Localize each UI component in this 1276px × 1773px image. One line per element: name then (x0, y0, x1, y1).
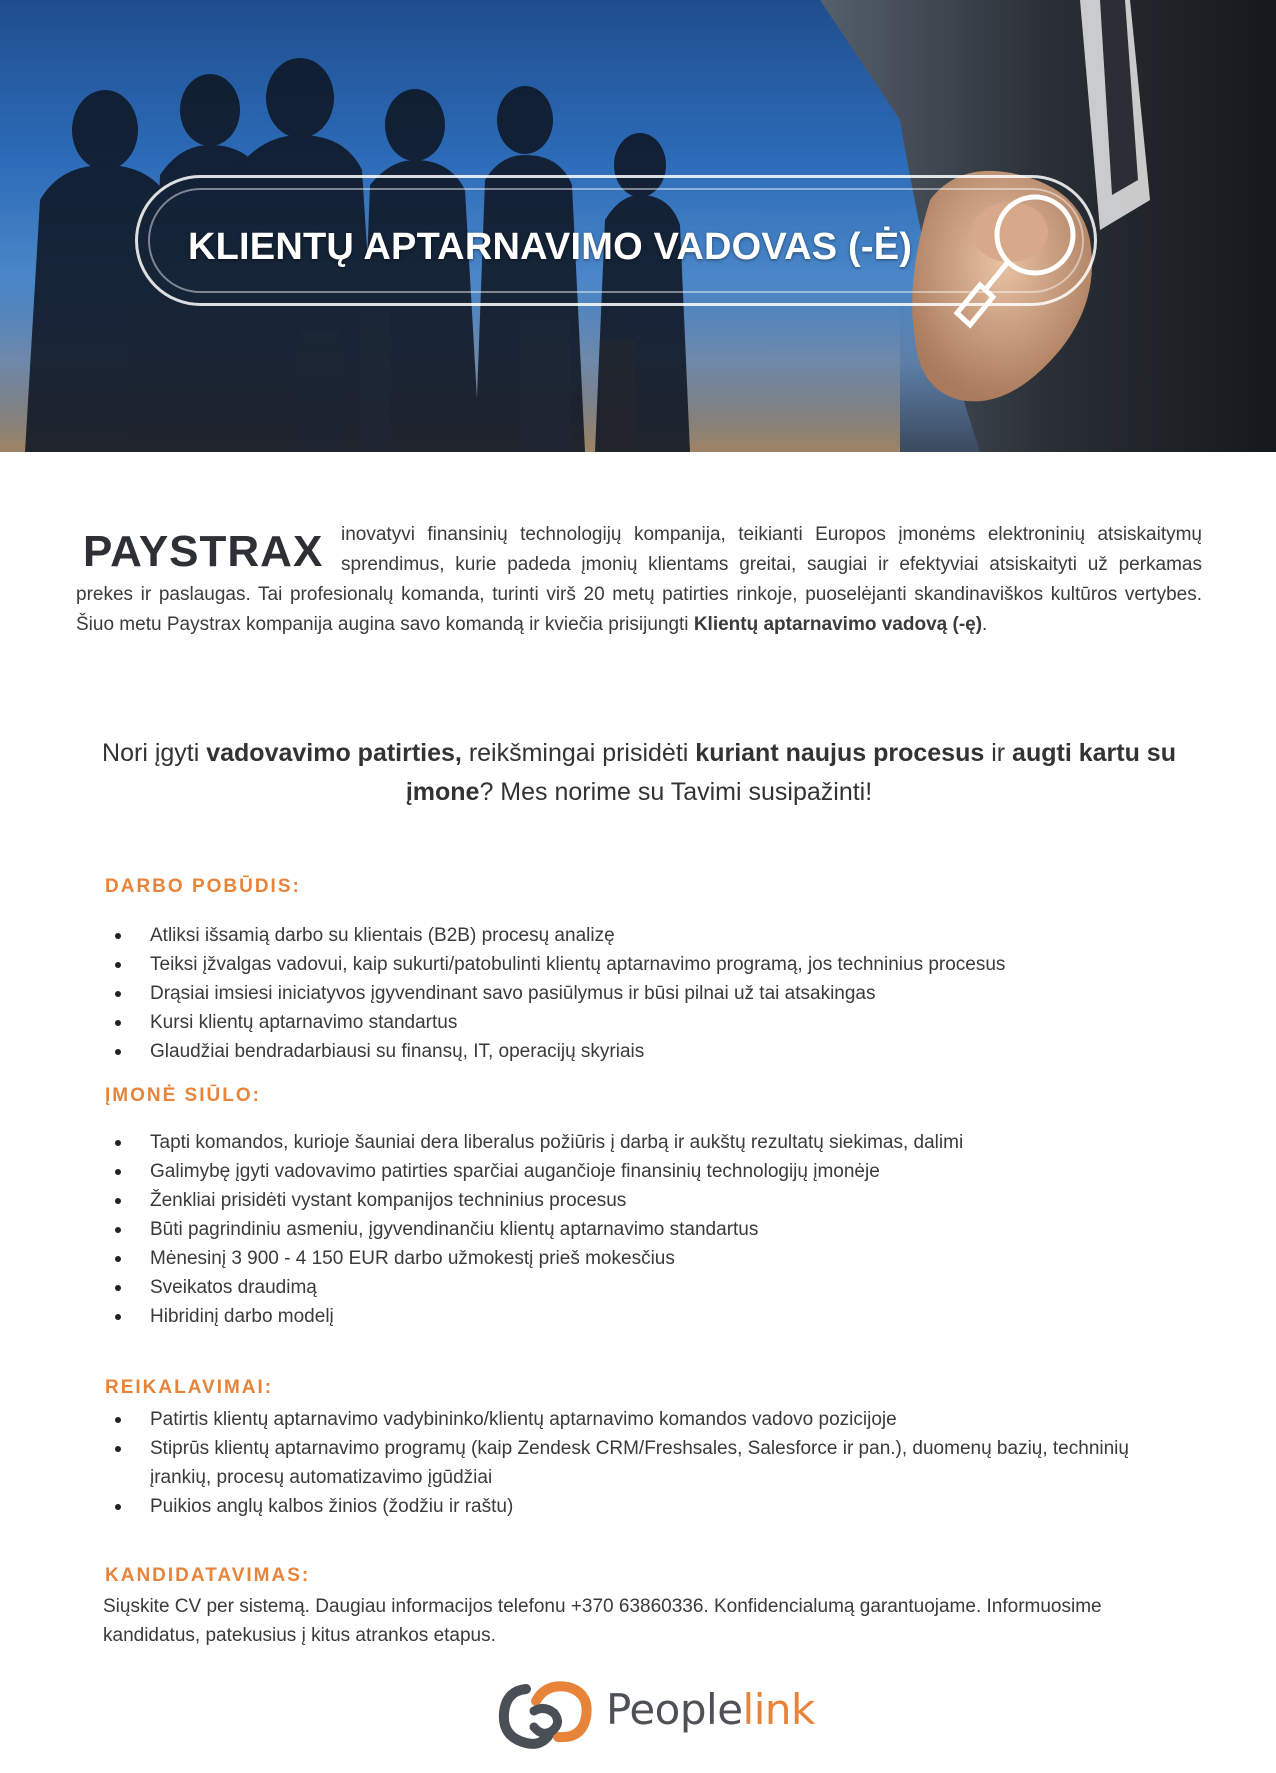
list-item: Kursi klientų aptarnavimo standartus (105, 1008, 1185, 1037)
list-item: Glaudžiai bendradarbiausi su finansų, IT, operacijų skyriais (105, 1037, 1185, 1066)
paystrax-logo: PAYSTRAX (83, 527, 324, 576)
logo-space (76, 520, 341, 580)
requirements-list (105, 1405, 1185, 1521)
work-list (105, 921, 1185, 1066)
tagline-bold: vadovavimo patirties, (206, 739, 462, 767)
list-item: Ženkliai prisidėti vystant kompanijos techninius procesus (105, 1186, 1185, 1215)
intro-text: inovatyvi finansinių technologijų kompanija, teikianti Europos įmonėms elektroninių atsiskaitymų sprendimus, kurie padeda įmonių klientams greitai, saugiai ir efektyviai atsiskaityti už perkamas prekes ir paslaugas. Tai profesionalų komanda, turinti virš 20 metų patirties rinkoje, puoselėjanti skandinaviškos kultūros vertybes. Šiuo metu Paystrax kompanija augina savo komandą ir kviečia prisijungti (76, 524, 1202, 635)
apply-text: Siųskite CV per sistemą. Daugiau informacijos telefonu +370 63860336. Konfidencialumą garantuojame. Informuosime kandidatus, patekusius į kitus atrankos etapus. (103, 1596, 1102, 1646)
company-intro (76, 520, 1202, 640)
list-item: Tapti komandos, kurioje šauniai dera liberalus požiūris į darbą ir aukštų rezultatų siekimas, dalimi (105, 1128, 1185, 1157)
list-item: Patirtis klientų aptarnavimo vadybininko/klientų aptarnavimo komandos vadovo pozicijoje (105, 1405, 1185, 1434)
hero-banner (0, 0, 1276, 452)
page-title: KLIENTŲ APTARNAVIMO VADOVAS (-Ė) (188, 226, 913, 268)
offer-list (105, 1128, 1185, 1331)
peoplelink-wordmark (606, 1685, 815, 1734)
list-item: Mėnesinį 3 900 - 4 150 EUR darbo užmokestį prieš mokesčius (105, 1244, 1185, 1273)
tagline-bold: kuriant naujus procesus (695, 739, 985, 767)
list-item: Hibridinį darbo modelį (105, 1302, 1185, 1331)
tagline (76, 734, 1202, 812)
brand-accent: link (742, 1685, 815, 1734)
brand-main: People (606, 1685, 743, 1734)
section-heading-offer: ĮMONĖ SIŪLO: (105, 1085, 261, 1106)
list-item: Drąsiai imsiesi iniciatyvos įgyvendinant savo pasiūlymus ir būsi pilnai už tai atsakingas (105, 979, 1185, 1008)
list-item: Teiksi įžvalgas vadovui, kaip sukurti/patobulinti klientų aptarnavimo programą, jos techninius procesus (105, 950, 1185, 979)
list-item: Sveikatos draudimą (105, 1273, 1185, 1302)
section-heading-requirements: REIKALAVIMAI: (105, 1377, 274, 1398)
section-heading-work: DARBO POBŪDIS: (105, 876, 301, 897)
list-item: Galimybę įgyti vadovavimo patirties sparčiai augančioje finansinių technologijų įmonėje (105, 1157, 1185, 1186)
tagline-text: Nori įgyti (102, 739, 207, 767)
intro-position-name: Klientų aptarnavimo vadovą (-ę) (693, 614, 983, 635)
peoplelink-logo (496, 1665, 816, 1755)
list-item: Būti pagrindiniu asmeniu, įgyvendinančiu klientų aptarnavimo standartus (105, 1215, 1185, 1244)
peoplelink-logo-icon (496, 1671, 596, 1755)
section-heading-apply: KANDIDATAVIMAS: (105, 1565, 311, 1586)
list-item: Atliksi išsamią darbo su klientais (B2B) procesų analizę (105, 921, 1185, 950)
tagline-text: ? Mes norime su Tavimi susipažinti! (479, 778, 873, 806)
list-item: Stiprūs klientų aptarnavimo programų (kaip Zendesk CRM/Freshsales, Salesforce ir pan.), duomenų bazių, techninių įrankių, procesų automatizavimo įgūdžiai (105, 1434, 1185, 1492)
tagline-text: reikšmingai prisidėti (461, 739, 696, 767)
tagline-bold: augti kartu su įmone (405, 739, 1176, 806)
tagline-text: ir (984, 739, 1013, 767)
intro-text-end: . (982, 614, 988, 635)
list-item: Puikios anglų kalbos žinios (žodžiu ir raštu) (105, 1492, 1185, 1521)
